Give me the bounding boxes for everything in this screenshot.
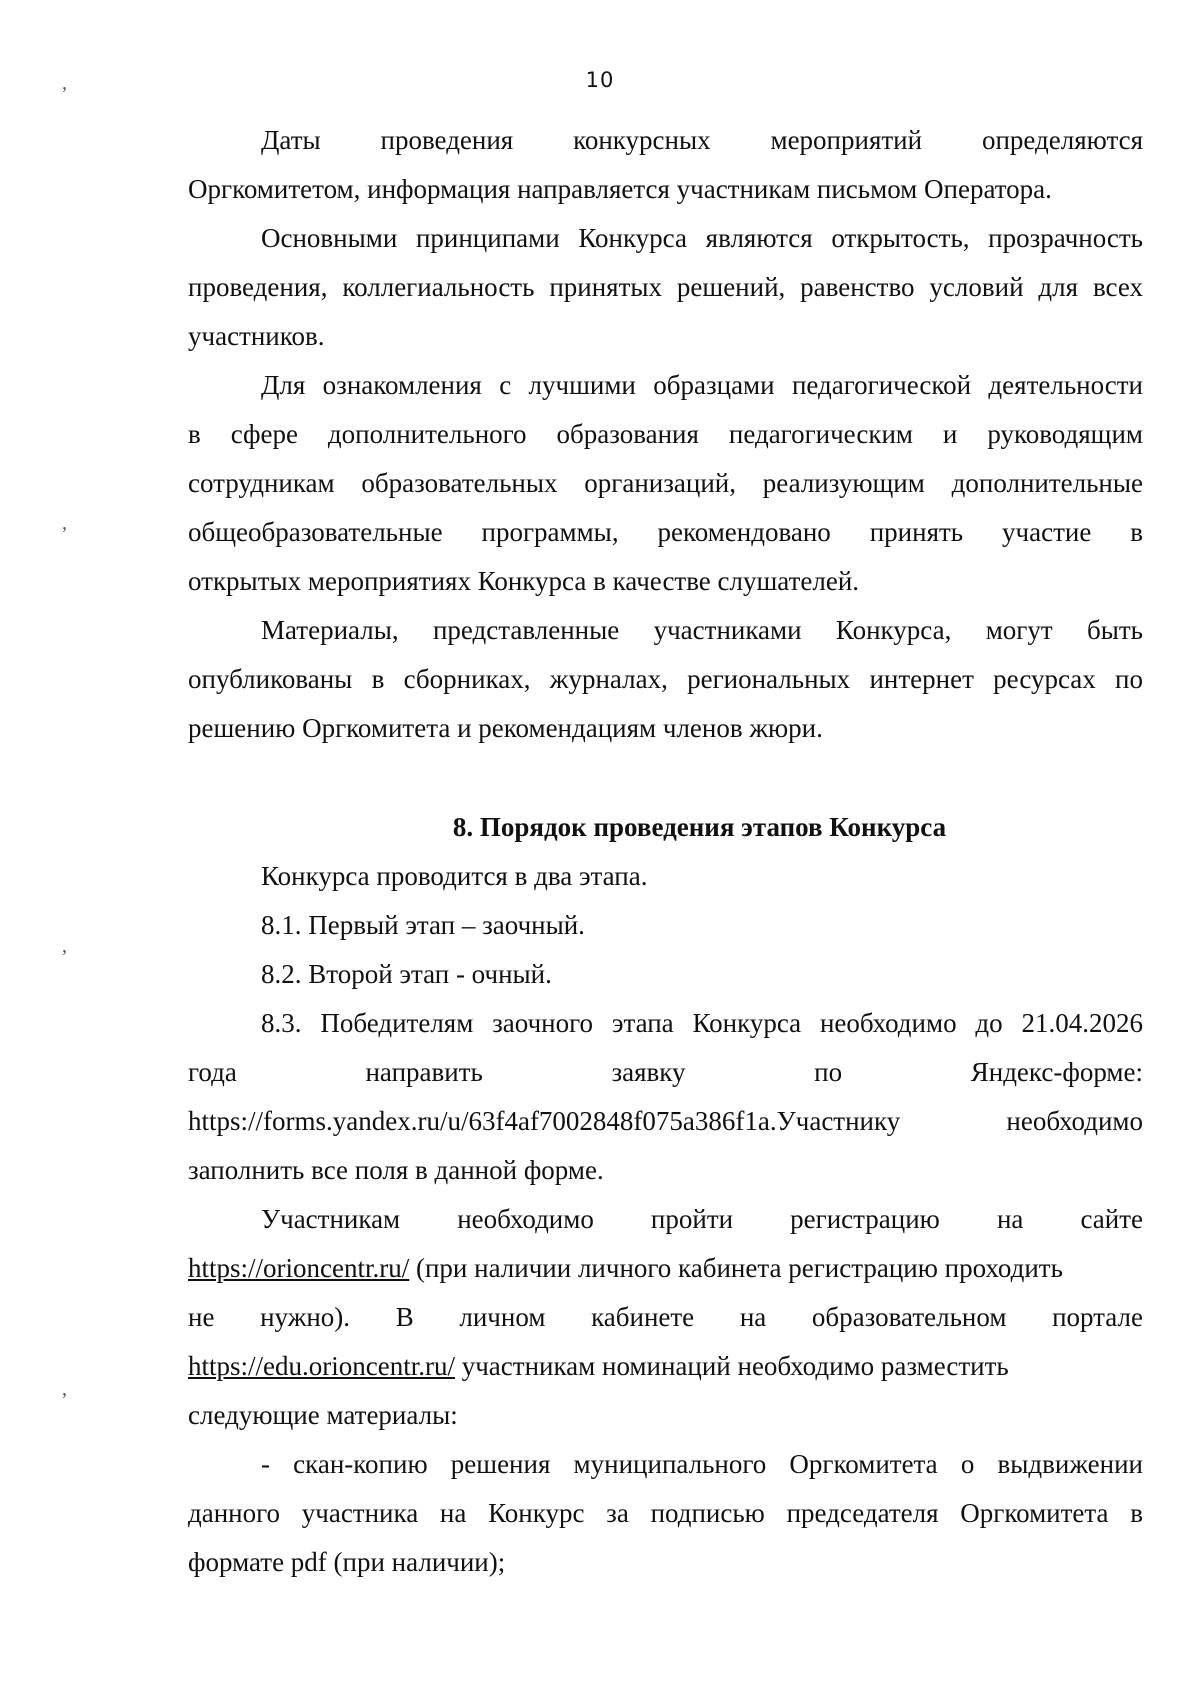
- paragraph-line: Конкурса проводится в два этапа.: [261, 861, 648, 891]
- scan-mark: ,: [62, 512, 67, 534]
- paragraph-line: Даты проведения конкурсных мероприятий определяются: [261, 125, 1143, 155]
- paragraph-line: 8.3. Победителям заочного этапа Конкурса необходимо до 21.04.2026: [261, 1008, 1143, 1038]
- paragraph-line: формате pdf (при наличии);: [188, 1547, 506, 1577]
- paragraph-line: Для ознакомления с лучшими образцами педагогической деятельности: [261, 370, 1143, 400]
- paragraph-line: заполнить все поля в данной форме.: [188, 1155, 604, 1185]
- paragraph-line: решению Оргкомитета и рекомендациям членов жюри.: [188, 713, 823, 743]
- paragraph-line: открытых мероприятиях Конкурса в качестве слушателей.: [188, 566, 860, 596]
- page-number: 10: [585, 68, 615, 92]
- list-item: - скан-копию решения муниципального Оргкомитета о выдвижении: [261, 1449, 1143, 1479]
- paragraph-line: не нужно). В личном кабинете на образовательном портале: [188, 1302, 1143, 1332]
- orioncentr-link[interactable]: https://orioncentr.ru/: [188, 1253, 410, 1283]
- paragraph-line: общеобразовательные программы, рекомендовано принять участие в: [188, 517, 1143, 547]
- paragraph-line: опубликованы в сборниках, журналах, региональных интернет ресурсах по: [188, 664, 1143, 694]
- paragraph-line: участников.: [188, 321, 325, 351]
- edu-orioncentr-link[interactable]: https://edu.orioncentr.ru/: [188, 1351, 455, 1381]
- scan-mark: ,: [62, 1378, 67, 1400]
- paragraph-line: сотрудникам образовательных организаций, реализующим дополнительные: [188, 468, 1143, 498]
- scan-mark: ,: [62, 935, 67, 957]
- paragraph-line: данного участника на Конкурс за подписью председателя Оргкомитета в: [188, 1498, 1143, 1528]
- list-item: 8.1. Первый этап – заочный.: [261, 910, 585, 940]
- body-paragraphs-top: [188, 116, 1143, 753]
- paragraph-line: проведения, коллегиальность принятых решений, равенство условий для всех: [188, 272, 1143, 302]
- list-item: 8.2. Второй этап - очный.: [261, 959, 552, 989]
- paragraph-text: участникам номинаций необходимо разместить: [454, 1351, 1009, 1381]
- paragraph-line: следующие материалы:: [188, 1400, 458, 1430]
- paragraph-line: [188, 1244, 1143, 1293]
- paragraph-line: в сфере дополнительного образования педагогическим и руководящим: [188, 419, 1143, 449]
- paragraph-line: Участникам необходимо пройти регистрацию на сайте: [261, 1204, 1143, 1234]
- section-heading: 8. Порядок проведения этапов Конкурса: [452, 812, 947, 842]
- paragraph-line: [188, 1342, 1143, 1391]
- paragraph-line: https://forms.yandex.ru/u/63f4af7002848f075a386f1a.Участнику необходимо: [188, 1106, 1143, 1136]
- section8-body: [188, 852, 1143, 1587]
- paragraph-line: Материалы, представленные участниками Конкурса, могут быть: [261, 615, 1143, 645]
- paragraph-line: Основными принципами Конкурса являются открытость, прозрачность: [261, 223, 1143, 253]
- scan-mark: ,: [62, 72, 67, 94]
- paragraph-line: года направить заявку по Яндекс-форме:: [188, 1057, 1143, 1087]
- paragraph-text: (при наличии личного кабинета регистрацию проходить: [409, 1253, 1063, 1283]
- paragraph-line: Оргкомитетом, информация направляется участникам письмом Оператора.: [188, 174, 1052, 204]
